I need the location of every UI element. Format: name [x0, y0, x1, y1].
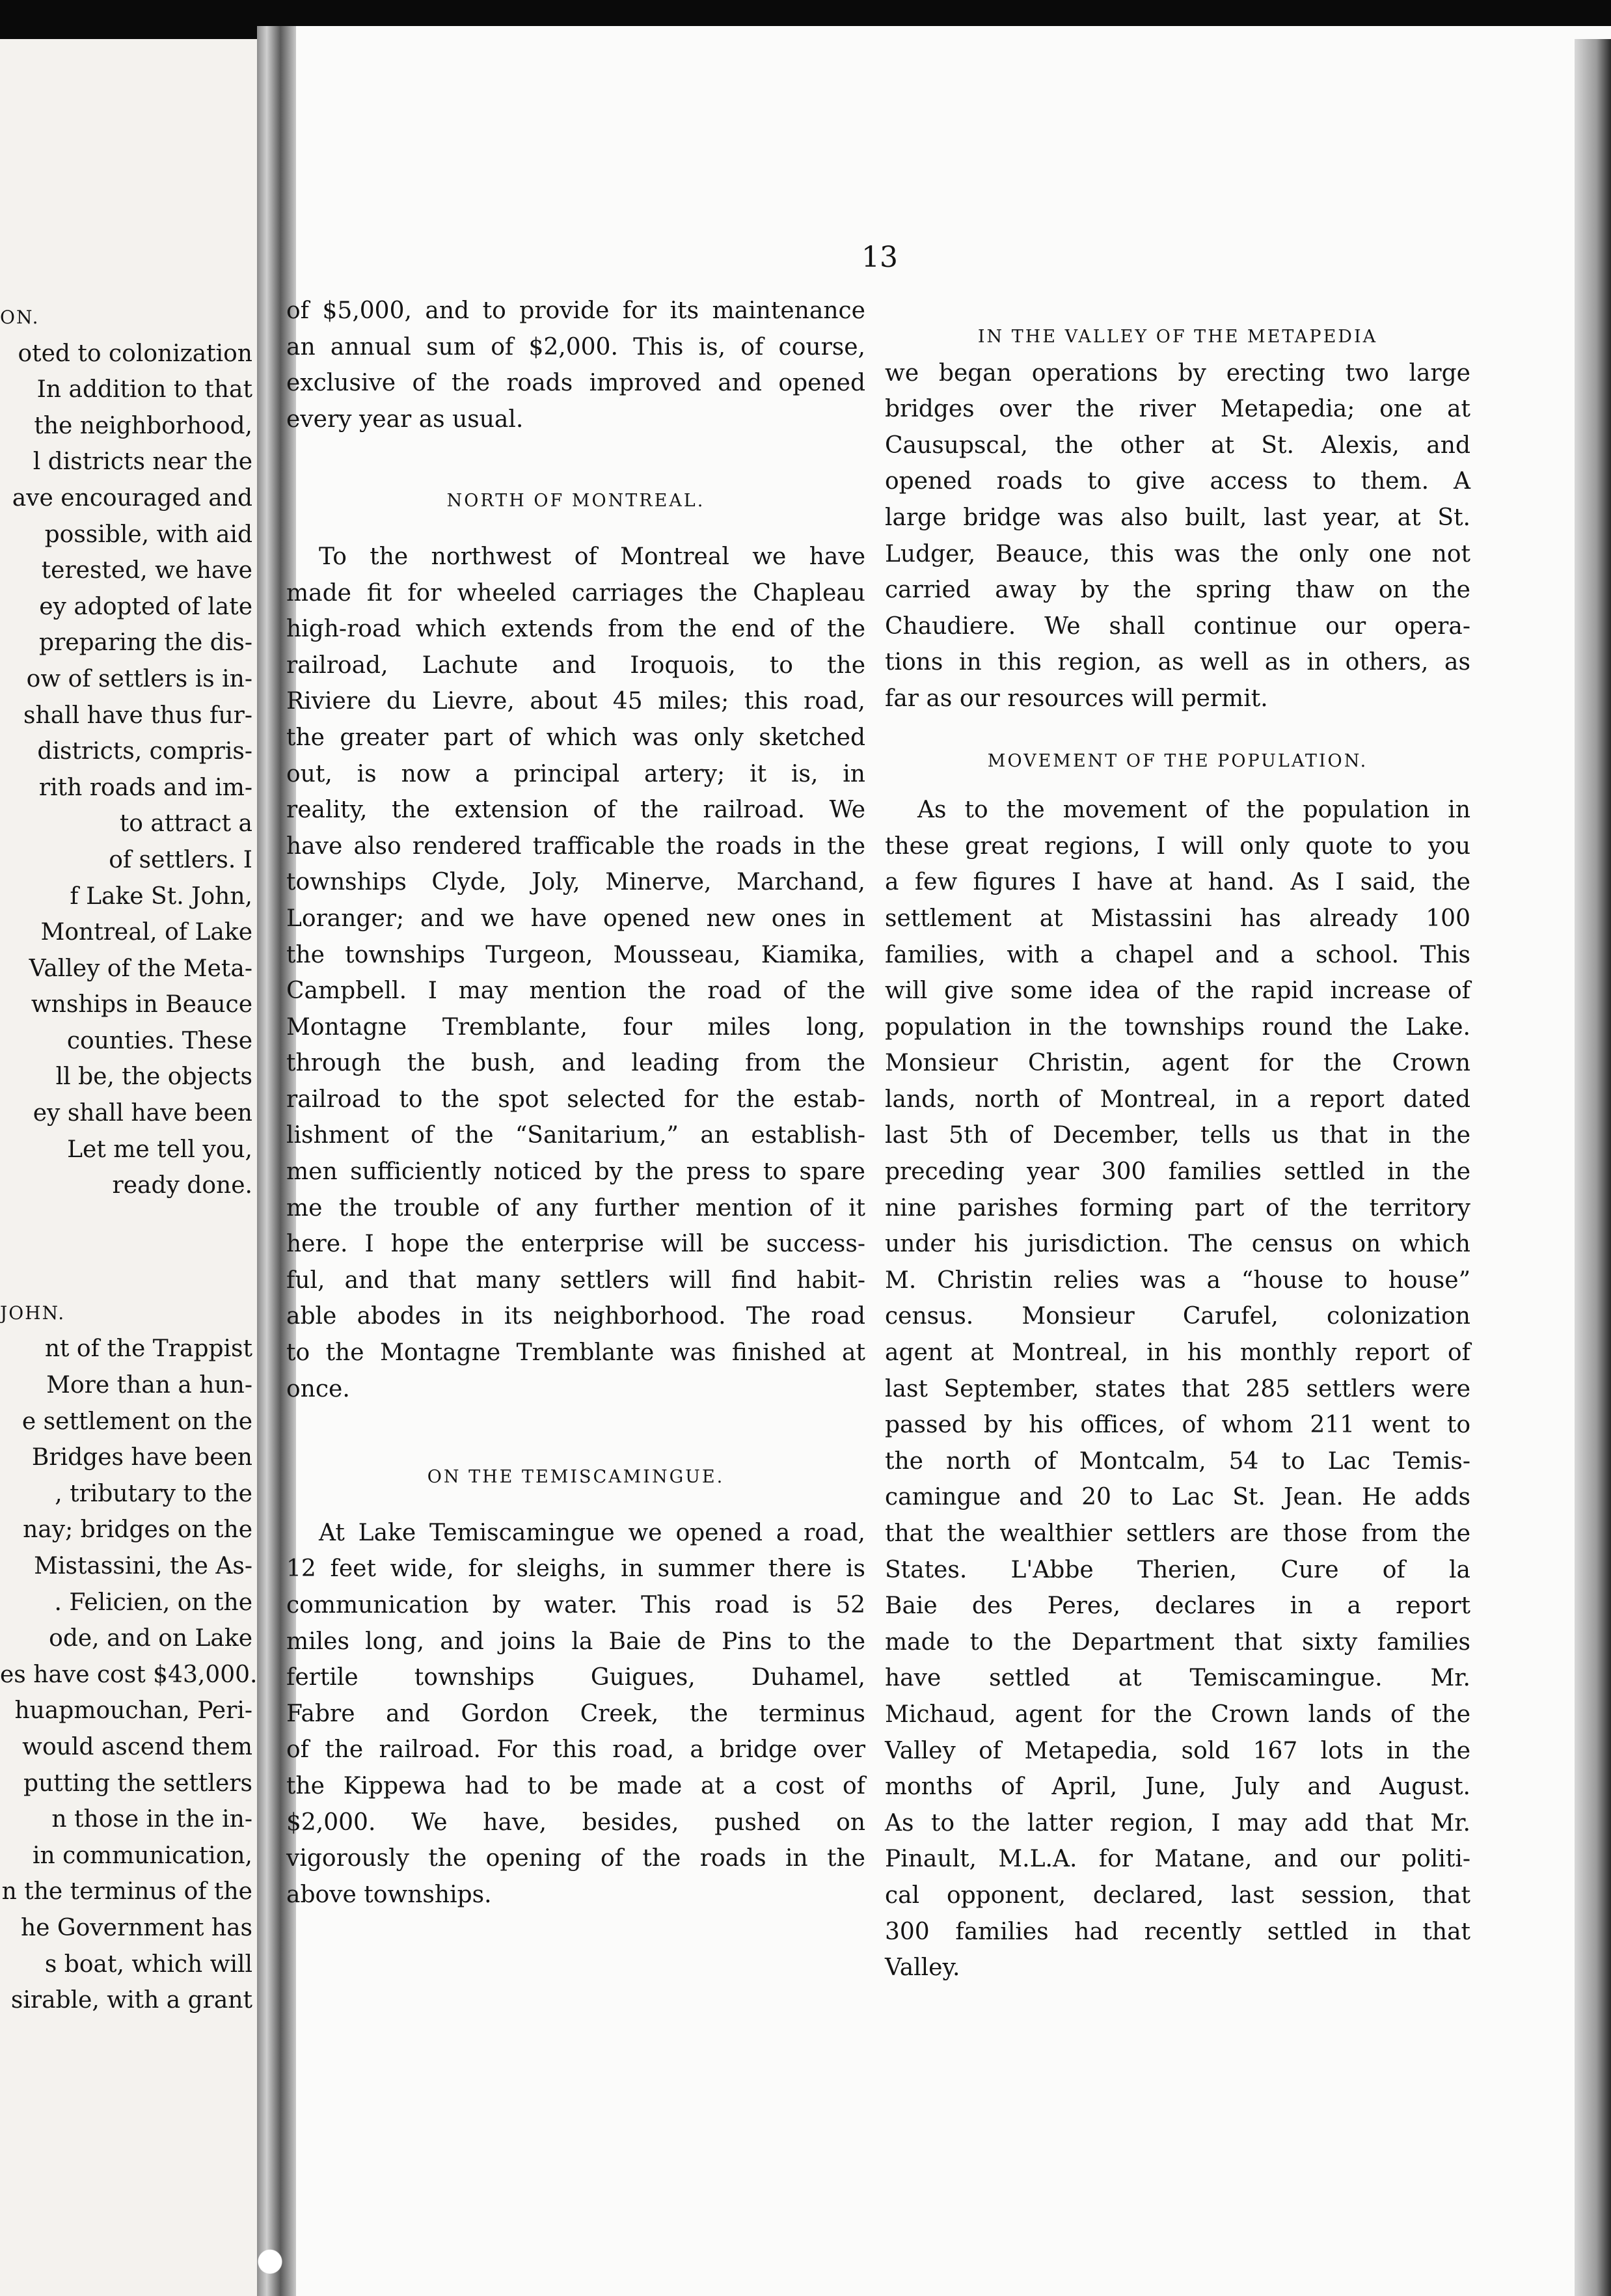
text-line: settlement at Mistassini has already 100 — [885, 905, 1470, 932]
text-line: have settled at Temiscamingue. Mr. — [885, 1665, 1470, 1692]
population-paragraph — [885, 792, 1470, 1986]
text-line: railroad, Lachute and Iroquois, to the — [286, 651, 865, 679]
text-line: above townships. — [286, 1881, 492, 1908]
text-line: large bridge was also built, last year, at St. — [885, 504, 1470, 531]
text-line: lands, north of Montreal, in a report dated — [885, 1086, 1470, 1113]
text-line: opened roads to give access to them. A — [885, 468, 1470, 495]
left-page-line: terested, we have — [41, 557, 252, 584]
text-line: last 5th of December, tells us that in the — [885, 1122, 1470, 1149]
text-line: camingue and 20 to Lac St. Jean. He adds — [885, 1484, 1470, 1511]
text-column-left — [286, 293, 865, 1913]
metapedia-paragraph — [885, 355, 1470, 717]
left-page-line: Montreal, of Lake — [40, 919, 252, 946]
left-page-line: the neighborhood, — [34, 412, 252, 439]
left-page-line: , tributary to the — [55, 1480, 252, 1507]
text-line: Baie des Peres, declares in a report — [885, 1592, 1470, 1620]
section-heading-north-of-montreal: NORTH OF MONTREAL. — [446, 491, 705, 512]
text-line: Causupscal, the other at St. Alexis, and — [885, 431, 1470, 459]
text-line: last September, states that 285 settlers were — [885, 1375, 1470, 1402]
left-page-line: oted to colonization — [18, 340, 252, 367]
text-line: bridges over the river Metapedia; one at — [885, 396, 1470, 423]
left-page-line: ode, and on Lake — [49, 1625, 252, 1652]
left-page-line: he Government has — [20, 1914, 252, 1941]
text-line: families, with a chapel and a school. This — [885, 941, 1470, 968]
text-line: cal opponent, declared, last session, that — [885, 1881, 1470, 1909]
left-page-line: sirable, with a grant — [10, 1987, 252, 2014]
text-line: the greater part of which was only sketched — [286, 724, 865, 751]
left-page-text-column — [0, 299, 258, 2019]
text-line: out, is now a principal artery; it is, in — [286, 760, 865, 787]
text-line: Ludger, Beauce, this was the only one not — [885, 540, 1470, 567]
text-line: As to the movement of the population in — [917, 797, 1470, 824]
section-heading-metapedia: IN THE VALLEY OF THE METAPEDIA — [977, 327, 1378, 347]
text-line: M. Christin relies was a “house to house” — [885, 1266, 1470, 1294]
left-page-line: s boat, which will — [44, 1950, 252, 1978]
left-page-line: Bridges have been — [31, 1444, 252, 1471]
text-line: will give some idea of the rapid increase of — [885, 977, 1470, 1005]
text-line: through the bush, and leading from the — [286, 1050, 865, 1077]
text-line: high-road which extends from the end of the — [286, 616, 865, 643]
text-line: 12 feet wide, for sleighs, in summer there is — [286, 1555, 865, 1583]
left-page-line: l districts near the — [33, 448, 252, 476]
left-page-line: huapmouchan, Peri- — [14, 1697, 252, 1725]
left-page-line: possible, with aid — [44, 521, 252, 548]
text-line: As to the latter region, I may add that Mr. — [885, 1809, 1470, 1837]
text-line: miles long, and joins la Baie de Pins to the — [286, 1628, 865, 1655]
left-page-line: e settlement on the — [21, 1408, 252, 1435]
text-line: $2,000. We have, besides, pushed on — [286, 1809, 865, 1836]
text-line: townships Clyde, Joly, Minerve, Marchand, — [286, 869, 865, 896]
text-line: Michaud, agent for the Crown lands of the — [885, 1701, 1470, 1728]
text-line: Monsieur Christin, agent for the Crown — [885, 1050, 1470, 1077]
text-line: once. — [286, 1375, 350, 1402]
left-page-line: nay; bridges on the — [23, 1516, 252, 1544]
left-page-line: Valley of the Meta- — [29, 955, 252, 982]
text-line: reality, the extension of the railroad. We — [286, 797, 865, 824]
text-line: men sufficiently noticed by the press to spare — [286, 1158, 865, 1186]
left-page-line: wnships in Beauce — [31, 991, 252, 1018]
text-line: nine parishes forming part of the territory — [885, 1194, 1470, 1222]
left-page-line: putting the settlers — [23, 1770, 252, 1797]
text-line: Valley of Metapedia, sold 167 lots in the — [885, 1737, 1470, 1764]
text-line: Riviere du Lievre, about 45 miles; this road, — [286, 688, 865, 715]
left-page-line: n the terminus of the — [1, 1878, 252, 1906]
left-page-line: ow of settlers is in- — [26, 665, 252, 692]
section-heading-population: MOVEMENT OF THE POPULATION. — [987, 750, 1368, 771]
text-line: of the railroad. For this road, a bridge over — [286, 1736, 865, 1764]
left-page-line: ave encouraged and — [12, 484, 252, 512]
left-page-line: rith roads and im- — [38, 774, 252, 801]
text-line: 300 families had recently settled in that — [885, 1918, 1470, 1945]
text-line: lishment of the “Sanitarium,” an establish- — [286, 1122, 865, 1149]
text-line: States. L'Abbe Therien, Cure of la — [885, 1556, 1470, 1583]
left-page-line: of settlers. I — [109, 846, 252, 873]
left-page-line: Mistassini, the As- — [34, 1553, 252, 1579]
text-line: that the wealthier settlers are those from the — [885, 1520, 1470, 1547]
text-line: the north of Montcalm, 54 to Lac Temis- — [885, 1447, 1470, 1475]
temiscamingue-paragraph — [286, 1515, 865, 1913]
text-line: Montagne Tremblante, four miles long, — [286, 1013, 865, 1041]
text-line: vigorously the opening of the roads in the — [286, 1845, 865, 1872]
text-line: To the northwest of Montreal we have — [319, 543, 865, 570]
left-page-line: shall have thus fur- — [23, 702, 252, 729]
left-page-line: In addition to that — [36, 376, 252, 403]
text-line: ful, and that many settlers will find habit- — [286, 1266, 865, 1294]
left-page-line: es have cost $43,000. — [0, 1661, 258, 1688]
text-line: carried away by the spring thaw on the — [885, 577, 1470, 604]
left-page-line: n those in the in- — [51, 1806, 252, 1833]
text-line: agent at Montreal, in his monthly report of — [885, 1339, 1470, 1367]
text-line: a few figures I have at hand. As I said, the — [885, 869, 1470, 896]
left-page-line: ll be, the objects — [55, 1063, 252, 1091]
left-page-line: districts, compris- — [37, 738, 252, 765]
left-page-line: ey adopted of late — [39, 593, 252, 620]
text-line: far as our resources will permit. — [885, 685, 1268, 712]
left-page-line: ey shall have been — [33, 1100, 252, 1127]
page-number: 13 — [861, 241, 898, 274]
left-page-line: counties. These — [66, 1027, 252, 1054]
text-line: able abodes in its neighborhood. The road — [286, 1303, 865, 1330]
text-line: me the trouble of any further mention of it — [286, 1194, 865, 1222]
text-line: exclusive of the roads improved and opened — [286, 370, 865, 397]
text-line: made to the Department that sixty families — [885, 1628, 1470, 1656]
left-page-line: nt of the Trappist — [44, 1335, 252, 1363]
text-line: made fit for wheeled carriages the Chapleau — [286, 579, 865, 607]
left-page-line: ready done. — [112, 1172, 252, 1199]
text-line: Loranger; and we have opened new ones in — [286, 905, 865, 932]
text-line: of $5,000, and to provide for its maintenance — [286, 297, 865, 324]
text-line: have also rendered trafficable the roads in the — [286, 832, 865, 860]
left-page-line: . Felicien, on the — [54, 1589, 252, 1616]
text-line: Pinault, M.L.A. for Matane, and our politi- — [885, 1846, 1470, 1873]
text-line: population in the townships round the Lake. — [885, 1013, 1470, 1041]
text-line: Chaudiere. We shall continue our opera- — [885, 612, 1470, 640]
section-heading-temiscamingue: ON THE TEMISCAMINGUE. — [427, 1467, 725, 1488]
text-line: railroad to the spot selected for the estab- — [286, 1086, 865, 1113]
text-line: preceding year 300 families settled in the — [885, 1158, 1470, 1186]
left-page-line: JOHN. — [0, 1302, 66, 1324]
text-line: every year as usual. — [286, 405, 524, 433]
text-column-right — [885, 319, 1470, 1986]
text-line: these great regions, I will only quote to you — [885, 832, 1470, 860]
left-page-line: would ascend them — [22, 1733, 252, 1760]
text-line: an annual sum of $2,000. This is, of course, — [286, 333, 865, 361]
text-line: months of April, June, July and August. — [885, 1773, 1470, 1801]
north-of-montreal-paragraph — [286, 539, 865, 1407]
text-line: under his jurisdiction. The census on which — [885, 1231, 1470, 1258]
text-line: the Kippewa had to be made at a cost of — [286, 1772, 865, 1799]
intro-paragraph — [286, 293, 865, 437]
left-page-line: More than a hun- — [46, 1372, 252, 1399]
left-page-line: to attract a — [119, 810, 252, 838]
text-line: the townships Turgeon, Mousseau, Kiamika, — [286, 941, 865, 968]
page-edge-shadow — [1575, 39, 1611, 2296]
text-line: census. Monsieur Carufel, colonization — [885, 1303, 1470, 1330]
left-page-line: in communication, — [32, 1842, 252, 1869]
binding-mark — [247, 2239, 293, 2296]
text-line: Campbell. I may mention the road of the — [286, 977, 865, 1005]
left-page-line: Let me tell you, — [67, 1136, 252, 1163]
text-line: tions in this region, as well as in others, as — [885, 649, 1470, 676]
text-line: Valley. — [885, 1954, 960, 1982]
text-line: At Lake Temiscamingue we opened a road, — [319, 1519, 865, 1546]
text-line: here. I hope the enterprise will be success- — [286, 1231, 865, 1258]
left-page-line: ON. — [0, 307, 40, 328]
text-line: passed by his offices, of whom 211 went to — [885, 1412, 1470, 1439]
left-page-line: f Lake St. John, — [70, 882, 252, 910]
left-page-fragment — [0, 39, 260, 2296]
text-line: communication by water. This road is 52 — [286, 1592, 865, 1619]
text-line: fertile townships Guigues, Duhamel, — [286, 1664, 865, 1691]
text-line: we began operations by erecting two large — [885, 359, 1470, 387]
left-page-line: preparing the dis- — [38, 629, 252, 657]
text-line: to the Montagne Tremblante was finished at — [286, 1339, 865, 1367]
text-line: Fabre and Gordon Creek, the terminus — [286, 1700, 865, 1727]
